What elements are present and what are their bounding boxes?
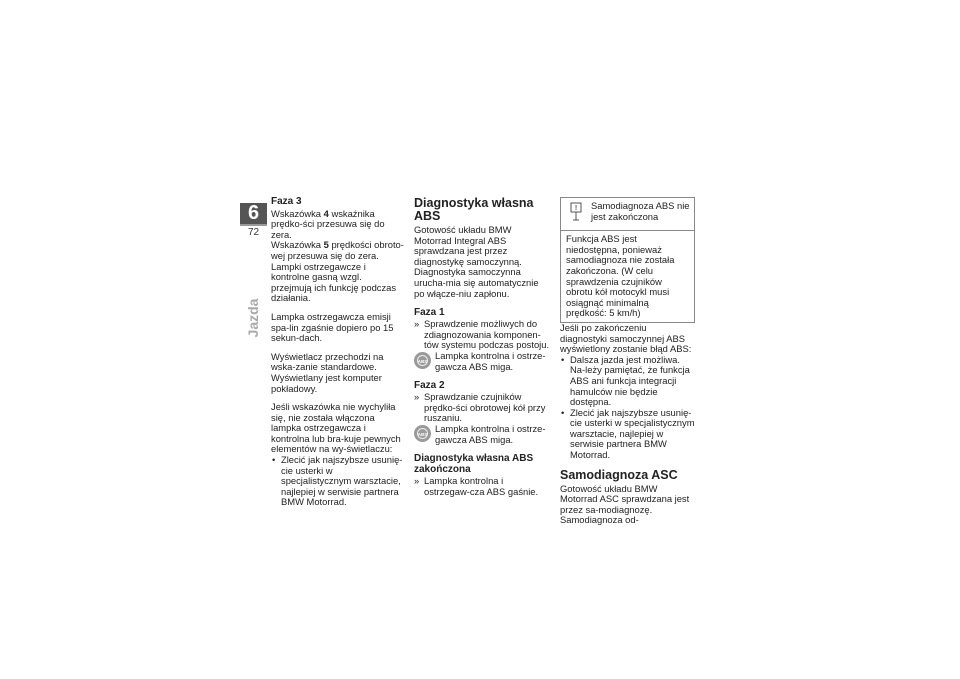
abs-intro: Gotowość układu BMW Motorrad Integral ABS sprawdzana jest przez diagnostykę samoczynną. Diagnostyka samoczynna urucha-mia się automatycznie po włącze-niu zapłonu. (414, 224, 539, 299)
chapter-number: 6 (240, 203, 267, 224)
step-text: Sprawdzenie możliwych do zdiagnozowania komponen-tów systemu podczas postoju. (424, 318, 550, 351)
notice-title: Samodiagnoza ABS nie jest zakończona (591, 200, 690, 222)
phase2-heading: Faza 2 (414, 380, 445, 392)
column-3 (560, 197, 695, 526)
step-marker: » (414, 391, 420, 403)
ref-number: 4 (323, 207, 329, 219)
lamp-text: Lampka kontrolna i ostrze-gawcza ABS miga. (435, 349, 546, 372)
phase2-lamp-row (414, 424, 550, 445)
chapter-side-label: Jazda (245, 298, 261, 338)
paragraph-needle-speed (271, 209, 404, 241)
abs-done-heading: Diagnostyka własna ABS zakończona (414, 453, 534, 476)
chapter-divider (240, 224, 267, 226)
abs-diagnosis-heading: Diagnostyka własna ABS (414, 196, 534, 223)
step-marker: » (414, 475, 420, 487)
notice-body: Funkcja ABS jest niedostępna, ponieważ samodiagnoza nie została zakończona. (W celu sprawdzenia czujników obrotu kół motocykl musi osiągnąć minimalną prędkość: 5 km/h) (566, 233, 675, 319)
page-number: 72 (247, 227, 260, 238)
lamp-text: Lampka kontrolna i ostrze-gawcza ABS miga. (435, 422, 546, 445)
abs-lamp-icon: ABS (414, 352, 431, 369)
phase1-step (414, 319, 550, 351)
notice-box (560, 197, 695, 323)
column-2 (414, 197, 550, 497)
paragraph-emission-lamp: Lampka ostrzegawcza emisji spa-lin zgaśnie dopiero po 15 sekun-dach. (271, 310, 394, 344)
phase3-heading: Faza 3 (271, 196, 302, 207)
abs-lamp-icon: ABS (414, 425, 431, 442)
phase1-heading: Faza 1 (414, 307, 445, 319)
text: Wskazówka (271, 207, 322, 219)
bullet-item: • Dalsza jazda jest możliwa. Na-leży pamiętać, że funkcja ABS ani funkcja integracji hamulców nie będzie dostępna. (560, 355, 695, 408)
paragraph-display: Wyświetlacz przechodzi na wska-zanie standardowe. Wyświetlany jest komputer pokładowy. (271, 350, 384, 394)
asc-intro: Gotowość układu BMW Motorrad ASC sprawdzana jest przez sa-modiagnozę. Samodiagnoza od- (560, 482, 690, 526)
ref-number: 5 (323, 239, 329, 251)
bullet-list (560, 355, 695, 461)
done-step (414, 476, 550, 497)
text: Wskazówka (271, 239, 322, 251)
warning-sign-icon (567, 202, 585, 222)
column-1 (271, 197, 404, 508)
notice-header (561, 198, 694, 231)
abs-error-intro: Jeśli po zakończeniu diagnostyki samoczynnej ABS wyświetlony zostanie błąd ABS: (560, 321, 692, 355)
step-marker: » (414, 318, 420, 330)
phase2-step (414, 392, 550, 424)
paragraph-fault: Jeśli wskazówka nie wychyliła się, nie została włączona lampka ostrzegawcza i kontrolna lub bra-kuje pewnych elementów na wy-świetlaczu: (271, 401, 401, 455)
svg-text:!: ! (574, 205, 578, 212)
bullet-list (271, 455, 404, 508)
bullet-item: • Zlecić jak najszybsze usunię-cie usterki w specjalistycznym warsztacie, najlepiej w serwisie partnera BMW Motorrad. (271, 455, 404, 508)
paragraph-needle-rpm (271, 240, 404, 261)
text: prędkości obroto-wej przesuwa się do zera. (271, 239, 404, 261)
phase1-lamp-row (414, 351, 550, 372)
bullet-item: • Zlecić jak najszybsze usunię-cie usterki w specjalistycznym warsztacie, najlepiej w serwisie partnera BMW Motorrad. (560, 408, 695, 461)
text: wskaźnika prędko-ści przesuwa się do zera. (271, 207, 385, 240)
step-text: Sprawdzanie czujników prędko-ści obrotowej kół przy ruszaniu. (424, 391, 546, 424)
paragraph-lamps: Lampki ostrzegawcze i kontrolne gasną wzgl. przejmują ich funkcję podczas działania. (271, 260, 397, 304)
step-text: Lampka kontrolna i ostrzegaw-cza ABS gaśnie. (424, 475, 539, 497)
asc-heading: Samodiagnoza ASC (560, 467, 678, 482)
